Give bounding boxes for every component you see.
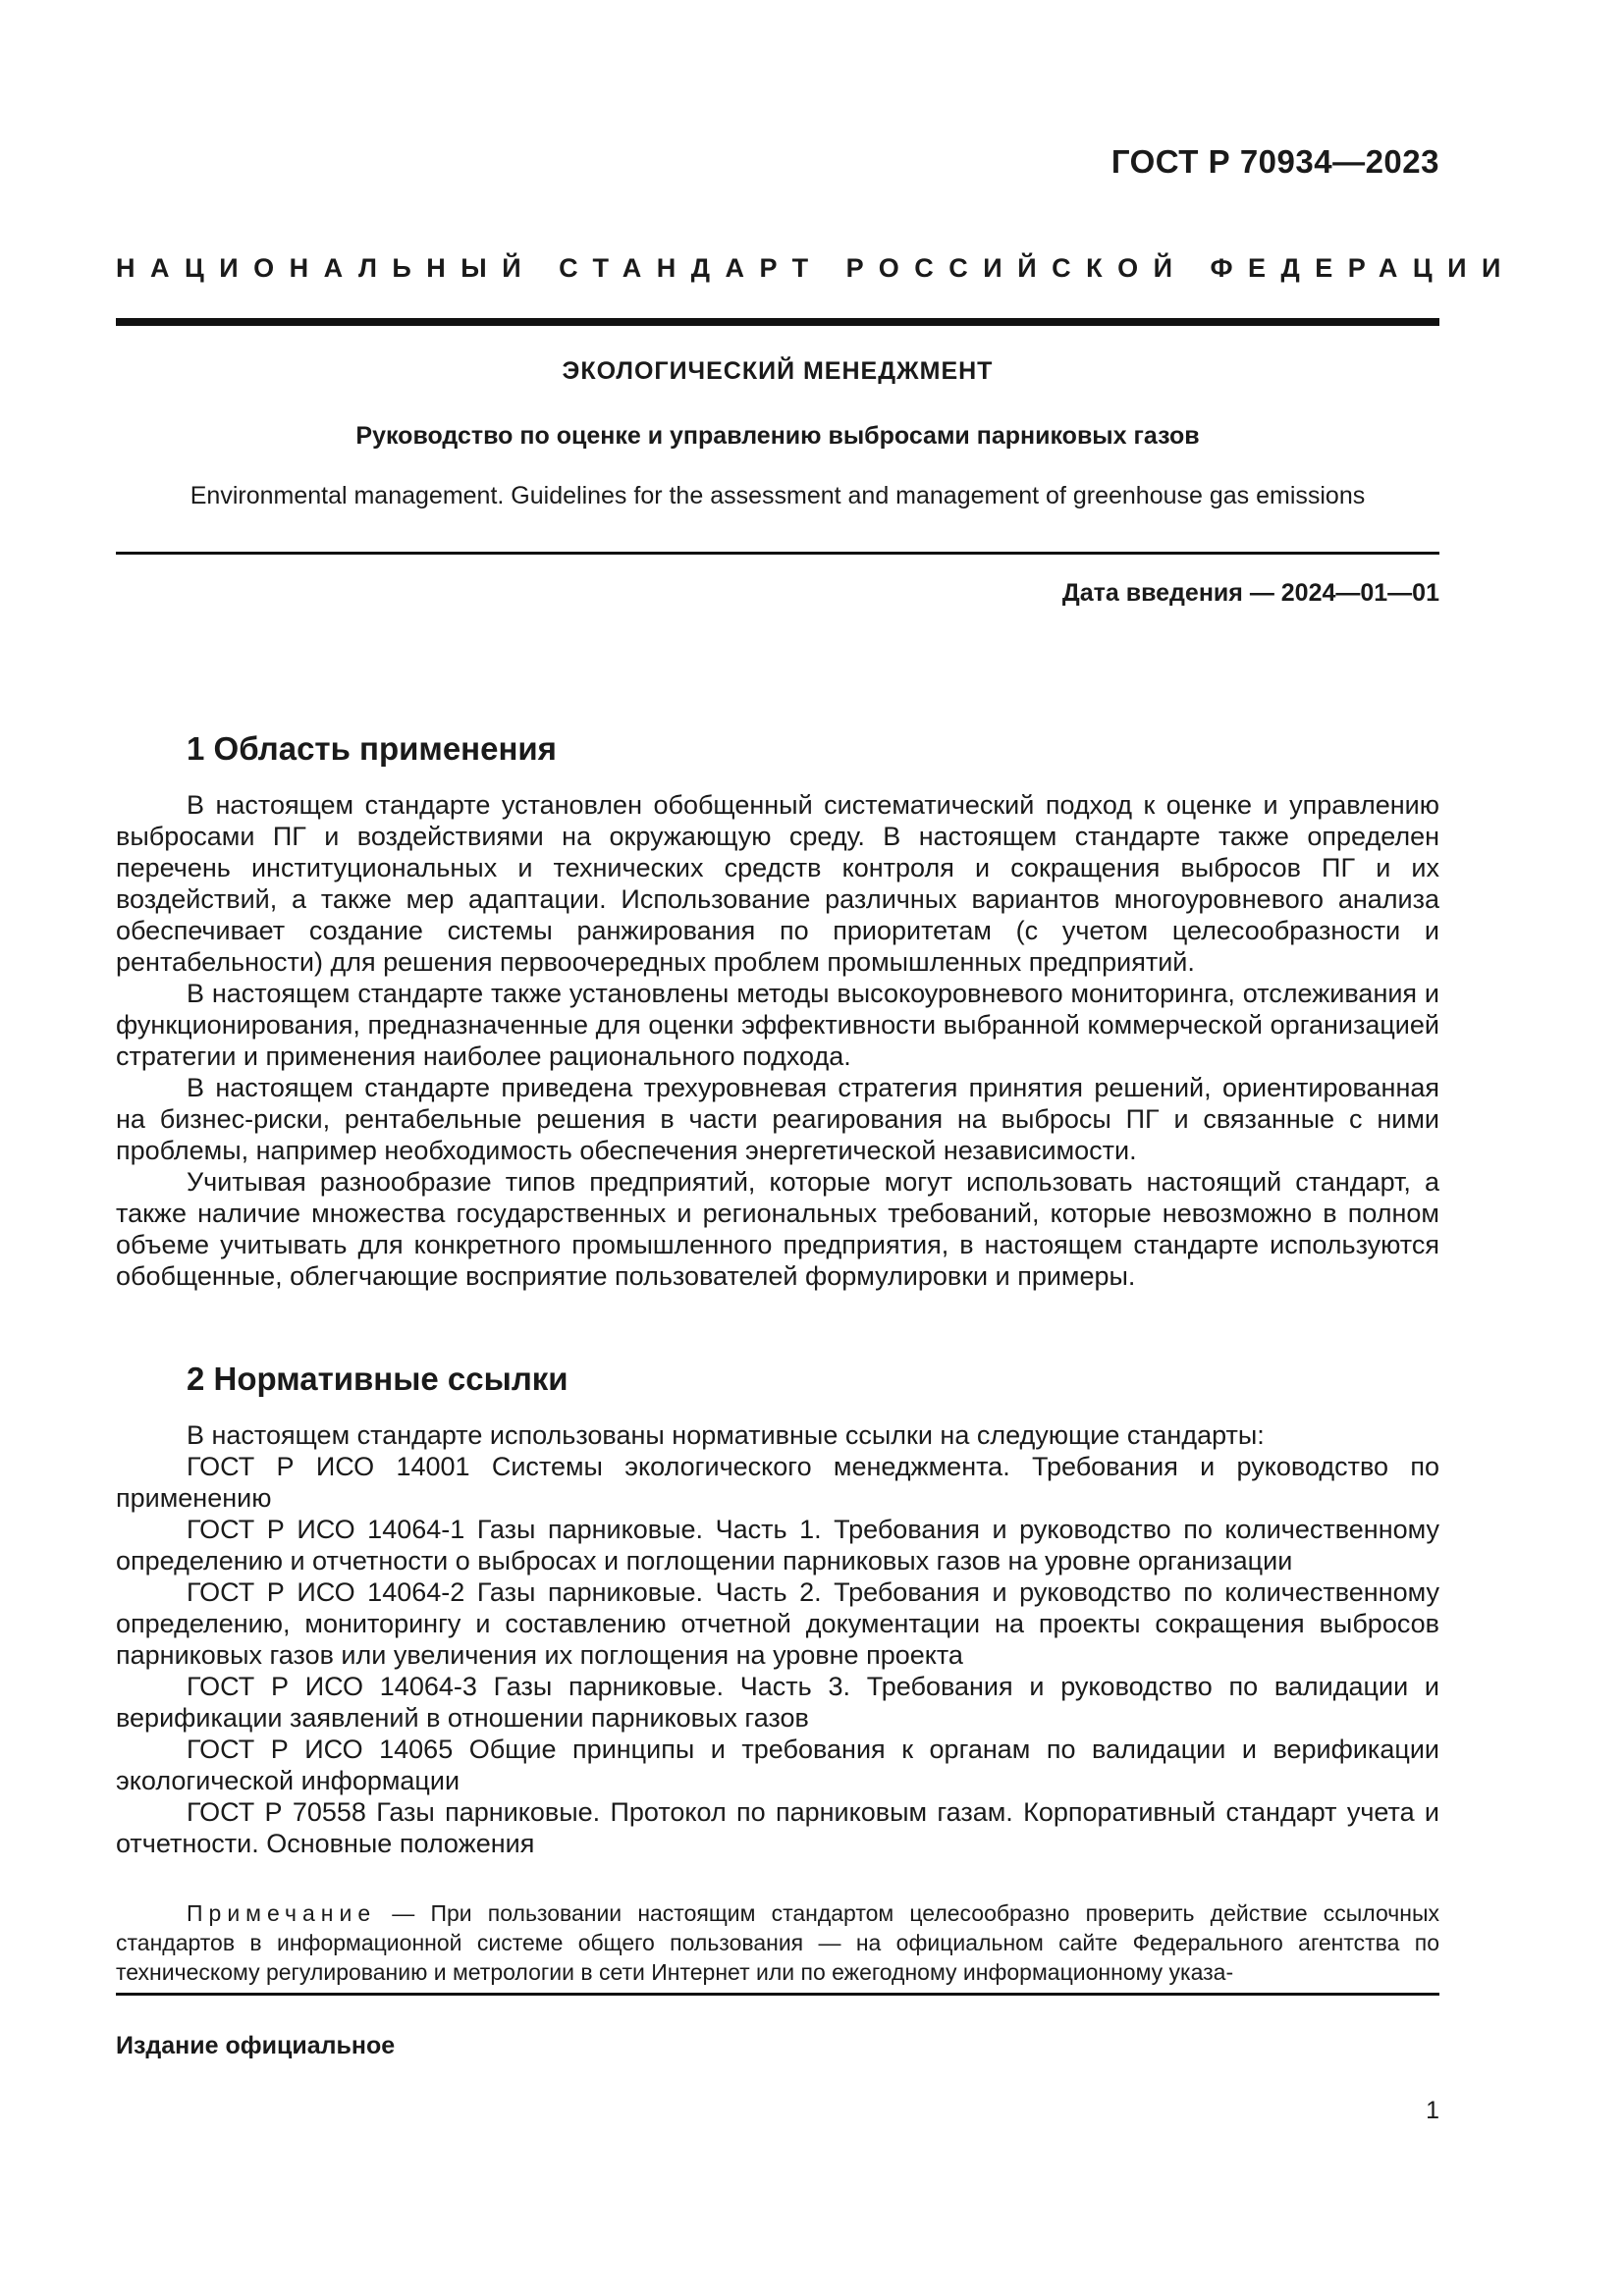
header-divider [116, 318, 1439, 326]
introduction-date: Дата введения — 2024—01—01 [1061, 579, 1439, 607]
reference-item: ГОСТ Р ИСО 14065 Общие принципы и требования к органам по валидации и верификации экологической информации [116, 1735, 1439, 1795]
section-heading: 1 Область применения [187, 730, 557, 767]
reference-item: ГОСТ Р ИСО 14064-3 Газы парниковые. Часть 3. Требования и руководство по валидации и верификации заявлений в отношении парниковых газов [116, 1672, 1439, 1733]
title-divider [116, 552, 1439, 555]
reference-item: ГОСТ Р ИСО 14001 Системы экологического менеджмента. Требования и руководство по применению [116, 1452, 1439, 1513]
reference-item: ГОСТ Р ИСО 14064-2 Газы парниковые. Часть 2. Требования и руководство по количественному определению, мониторингу и составлению отчетной документации на проекты сокращения выбросов парниковых газов или увеличения их поглощения на уровне проекта [116, 1577, 1439, 1670]
document-page [116, 0, 1516, 2296]
national-standard-banner: НАЦИОНАЛЬНЫЙ СТАНДАРТ РОССИЙСКОЙ ФЕДЕРАЦИИ [116, 253, 1516, 283]
paragraph: В настоящем стандарте использованы нормативные ссылки на следующие стандарты: [187, 1420, 1265, 1450]
paragraph: В настоящем стандарте также установлены методы высокоуровневого мониторинга, отслеживания и функционирования, предназначенные для оценки эффективности выбранной коммерческой организацией стратегии и применения наиболее рационального подхода. [116, 979, 1439, 1071]
document-subtitle: Руководство по оценке и управлению выбросами парниковых газов [355, 422, 1200, 450]
note-text: — При пользовании настоящим стандартом целесообразно проверить действие ссылочных стандартов в информационной системе общего пользования — на официальном сайте Федерального агентства по техническому регулированию и метрологии в сети Интернет или по ежегодному информационному указа- [116, 1900, 1439, 1985]
document-number: ГОСТ Р 70934—2023 [1110, 143, 1439, 180]
paragraph: В настоящем стандарте приведена трехуровневая стратегия принятия решений, ориентированная на бизнес-риски, рентабельные решения в части реагирования на выбросы ПГ и связанные с ними проблемы, например необходимость обеспечения энергетической независимости. [116, 1073, 1439, 1165]
english-title: Environmental management. Guidelines for the assessment and management of greenhouse gas emissions [189, 482, 1366, 509]
section-normative-references [116, 1361, 1439, 1859]
note [116, 1898, 1439, 1987]
page-number: 1 [1426, 2097, 1439, 2124]
section-heading: 2 Нормативные ссылки [187, 1361, 568, 1397]
reference-item: ГОСТ Р 70558 Газы парниковые. Протокол по парниковым газам. Корпоративный стандарт учета и отчетности. Основные положения [116, 1797, 1439, 1858]
note-label: Примечание [187, 1900, 377, 1926]
reference-item: ГОСТ Р ИСО 14064-1 Газы парниковые. Часть 1. Требования и руководство по количественному определению и отчетности о выбросах и поглощении парниковых газов на уровне организации [116, 1515, 1439, 1575]
paragraph: В настоящем стандарте установлен обобщенный систематический подход к оценке и управлению выбросами ПГ и воздействиями на окружающую среду. В настоящем стандарте также определен перечень институциональных и технических средств контроля и сокращения выбросов ПГ и их воздействий, а также мер адаптации. Использование различных вариантов многоуровневого анализа обеспечивает создание системы ранжирования по приоритетам (с учетом целесообразности и рентабельности) для решения первоочередных проблем промышленных предприятий. [116, 790, 1439, 977]
paragraph: Учитывая разнообразие типов предприятий, которые могут использовать настоящий стандарт, а также наличие множества государственных и региональных требований, которые невозможно в полном объеме учитывать для конкретного промышленного предприятия, в настоящем стандарте используются обобщенные, облегчающие восприятие пользователей формулировки и примеры. [116, 1167, 1439, 1291]
footer-divider [116, 1993, 1439, 1996]
document-title: ЭКОЛОГИЧЕСКИЙ МЕНЕДЖМЕНТ [562, 357, 994, 385]
edition-label: Издание официальное [116, 2032, 396, 2059]
section-scope [116, 730, 1439, 1292]
